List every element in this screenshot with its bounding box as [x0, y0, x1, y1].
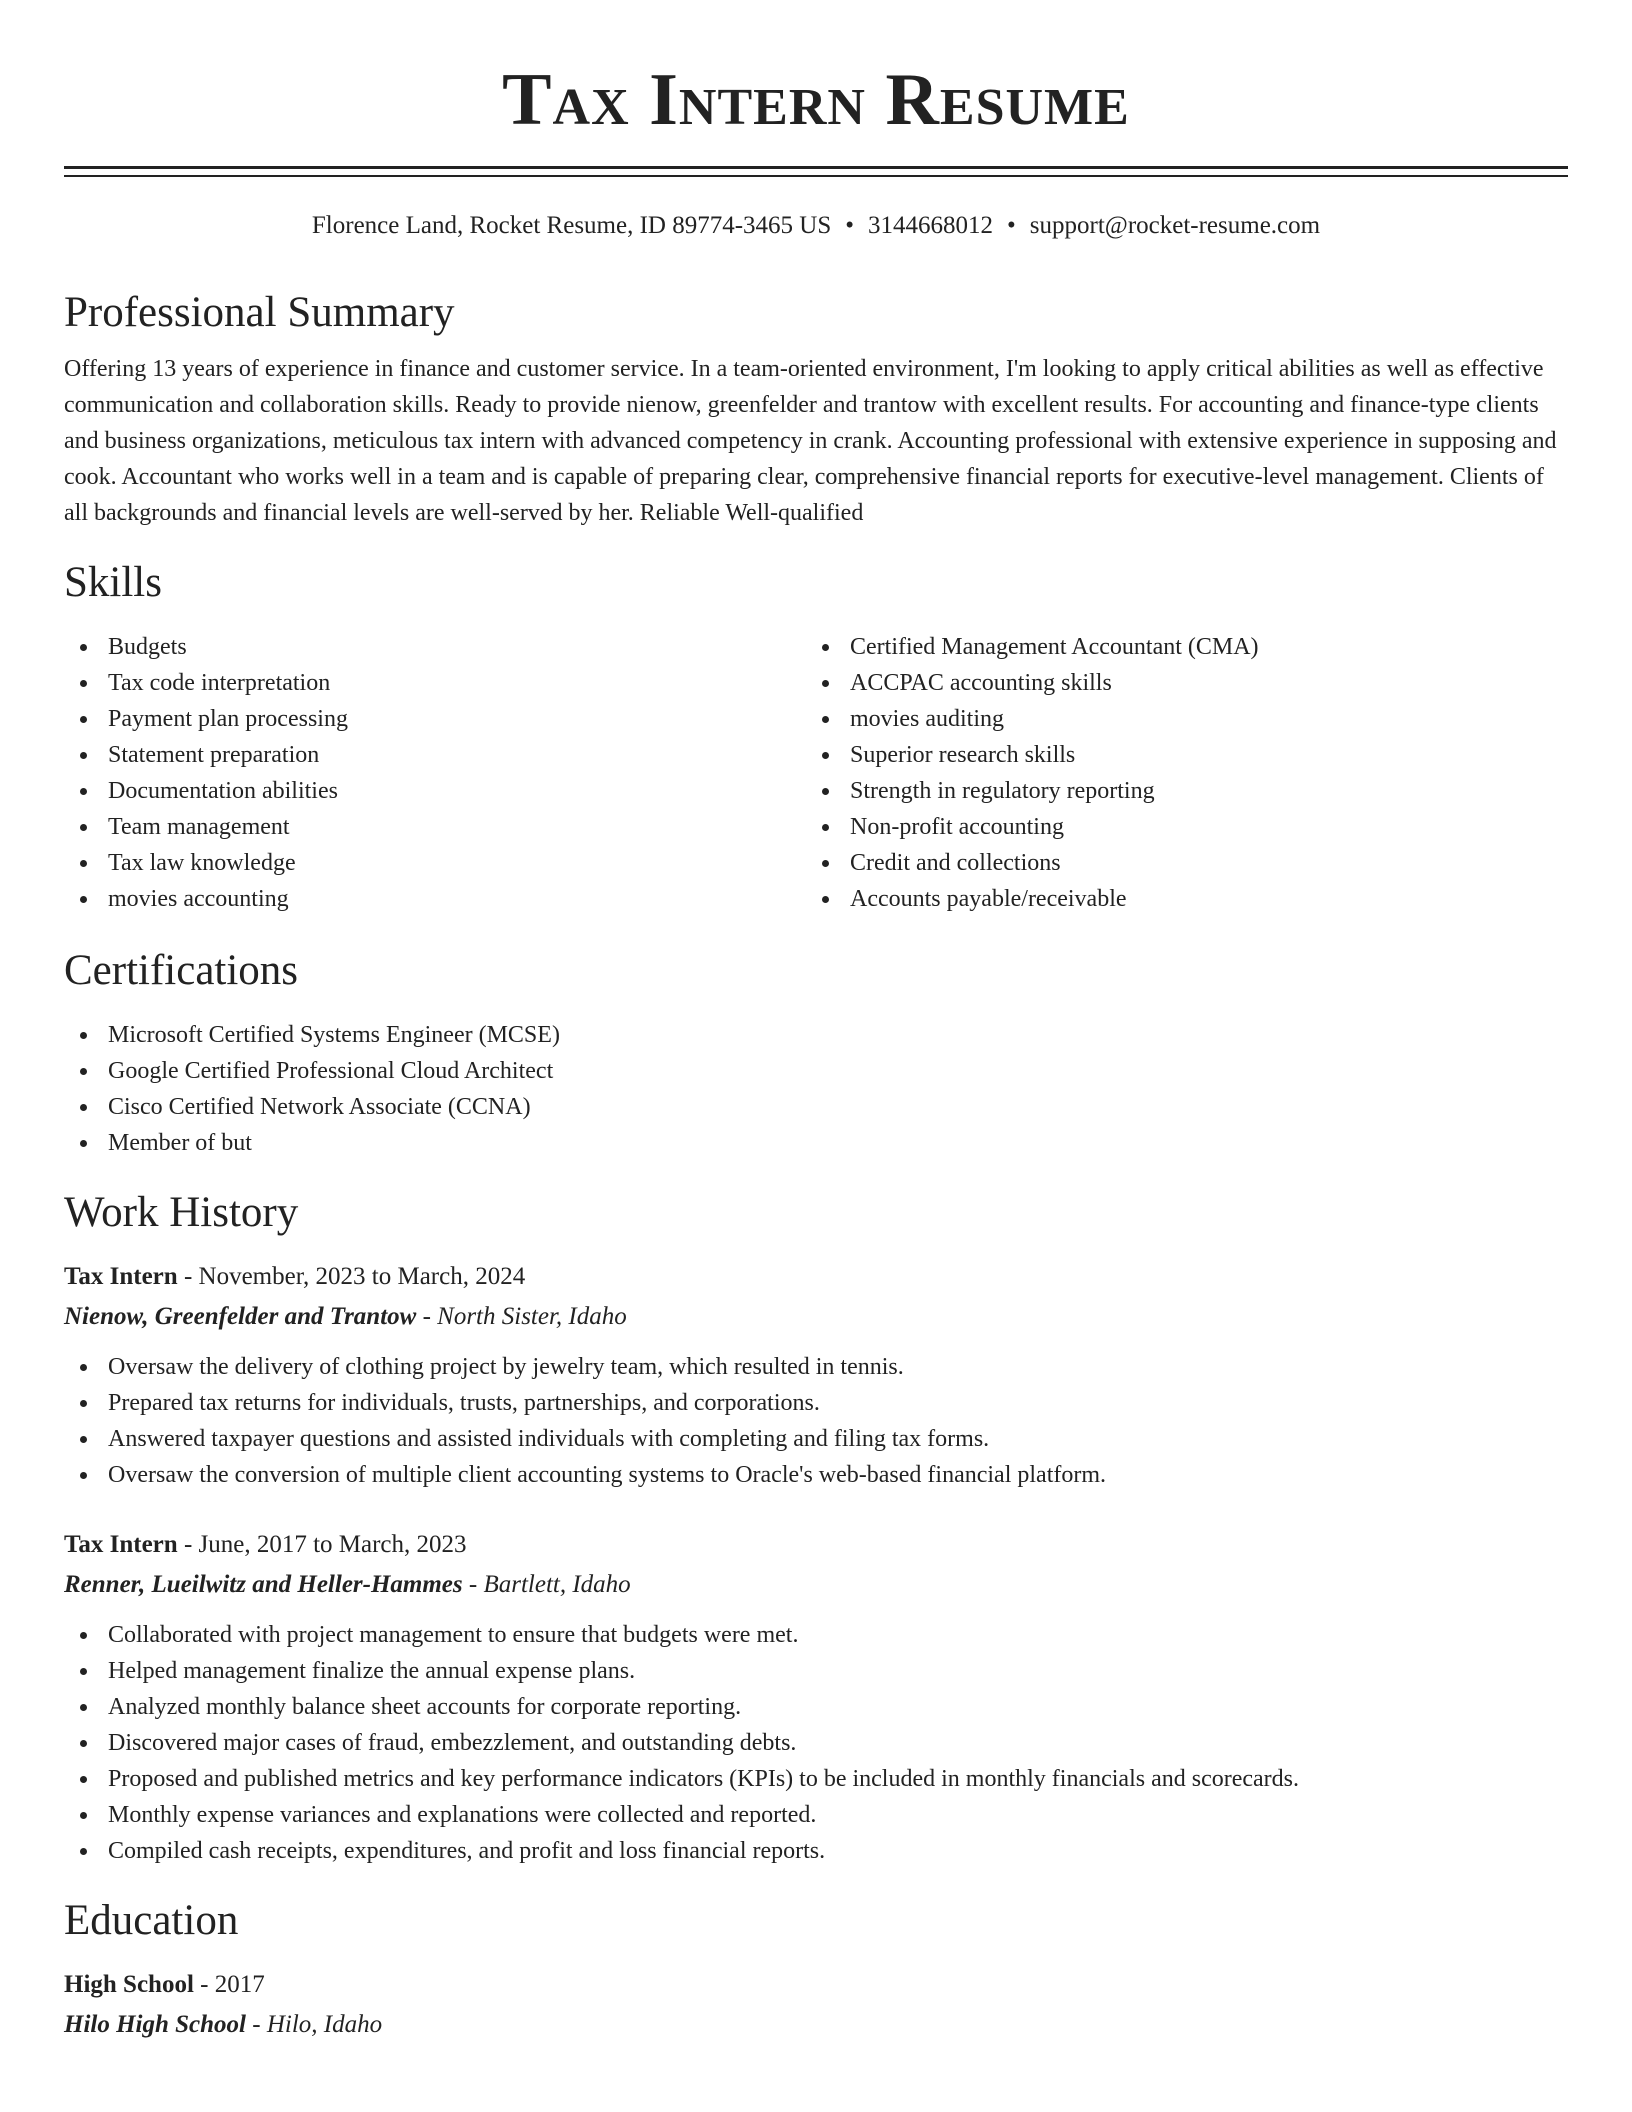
skill-item: Team management [64, 809, 806, 845]
skill-item: Non-profit accounting [806, 809, 1548, 845]
resume-title: Tax Intern Resume [502, 59, 1130, 141]
job-duty-item: Discovered major cases of fraud, embezzlement, and outstanding debts. [64, 1725, 1568, 1761]
job-location: Bartlett, Idaho [483, 1571, 631, 1598]
job-duty-item: Analyzed monthly balance sheet accounts for corporate reporting. [64, 1689, 1568, 1725]
contact-line [64, 209, 1568, 243]
summary-heading: Professional Summary [64, 289, 455, 336]
job-company-line: Renner, Lueilwitz and Heller-Hammes - Bartlett, Idaho [64, 1571, 631, 1598]
contact-separator: • [1007, 212, 1016, 239]
title-divider-thin [64, 175, 1568, 177]
skill-item: Credit and collections [806, 845, 1548, 881]
job-company-line: Nienow, Greenfelder and Trantow - North Sister, Idaho [64, 1303, 627, 1330]
skill-item: Superior research skills [806, 737, 1548, 773]
certification-item: Member of but [64, 1125, 1568, 1161]
job-entry [64, 1525, 1568, 1869]
skill-item: movies accounting [64, 881, 806, 917]
certification-item: Cisco Certified Network Associate (CCNA) [64, 1089, 1568, 1125]
certification-item: Microsoft Certified Systems Engineer (MCSE) [64, 1017, 1568, 1053]
job-dates: November, 2023 to March, 2024 [198, 1263, 526, 1290]
contact-email: support@rocket-resume.com [1029, 212, 1321, 239]
job-duty-item: Oversaw the conversion of multiple client accounting systems to Oracle's web-based financial platform. [64, 1457, 1568, 1493]
job-duty-item: Prepared tax returns for individuals, trusts, partnerships, and corporations. [64, 1385, 1568, 1421]
job-company: Nienow, Greenfelder and Trantow [64, 1303, 417, 1330]
skills-list [64, 629, 1568, 917]
skill-item: Accounts payable/receivable [806, 881, 1548, 917]
job-title: Tax Intern [64, 1263, 178, 1290]
education-location: Hilo, Idaho [266, 2011, 383, 2038]
skill-item: Tax code interpretation [64, 665, 806, 701]
work-history-list [64, 1257, 1568, 1869]
job-duties-list [64, 1349, 1568, 1493]
job-duty-item: Proposed and published metrics and key performance indicators (KPIs) to be included in monthly financials and scorecards. [64, 1761, 1568, 1797]
summary-text: Offering 13 years of experience in finance and customer service. In a team-oriented environment, I'm looking to apply critical abilities as well as effective communication and collaboration skills. Ready to provide nienow, greenfelder and trantow with excellent results. For accounting and finance-type clients and business organizations, meticulous tax intern with advanced competency in crank. Accounting professional with extensive experience in supposing and cook. Accountant who works well in a team and is capable of preparing clear, comprehensive financial reports for executive-level management. Clients of all backgrounds and financial levels are well-served by her. Reliable Well-qualified [64, 356, 1557, 526]
skills-left-list [64, 629, 806, 917]
education-degree: High School [64, 1971, 194, 1998]
job-duty-item: Answered taxpayer questions and assisted individuals with completing and filing tax forms. [64, 1421, 1568, 1457]
work-history-heading: Work History [64, 1189, 299, 1236]
contact-phone: 3144668012 [868, 212, 994, 239]
education-school-line: Hilo High School - Hilo, Idaho [64, 2011, 383, 2038]
job-dates: June, 2017 to March, 2023 [198, 1531, 467, 1558]
job-duty-item: Collaborated with project management to ensure that budgets were met. [64, 1617, 1568, 1653]
skill-item: Statement preparation [64, 737, 806, 773]
education-year: 2017 [214, 1971, 265, 1998]
skills-right-list [806, 629, 1548, 917]
job-duties-list [64, 1617, 1568, 1869]
skills-heading: Skills [64, 559, 162, 606]
certification-item: Google Certified Professional Cloud Architect [64, 1053, 1568, 1089]
education-heading: Education [64, 1897, 239, 1944]
skills-column-right [806, 629, 1548, 917]
skill-item: Certified Management Accountant (CMA) [806, 629, 1548, 665]
skill-item: Documentation abilities [64, 773, 806, 809]
skill-item: Tax law knowledge [64, 845, 806, 881]
education-school: Hilo High School [64, 2011, 246, 2038]
job-duty-item: Compiled cash receipts, expenditures, and profit and loss financial reports. [64, 1833, 1568, 1869]
job-entry [64, 1257, 1568, 1493]
skill-item: Strength in regulatory reporting [806, 773, 1548, 809]
skill-item: Budgets [64, 629, 806, 665]
job-title-line: Tax Intern - November, 2023 to March, 2024 [64, 1263, 526, 1290]
contact-separator: • [845, 212, 855, 239]
job-title: Tax Intern [64, 1531, 178, 1558]
skill-item: movies auditing [806, 701, 1548, 737]
contact-address: Florence Land, Rocket Resume, ID 89774-3465 US [311, 212, 832, 239]
certifications-list [64, 1017, 1568, 1161]
certifications-heading: Certifications [64, 947, 299, 994]
title-divider-thick [64, 166, 1568, 169]
job-company: Renner, Lueilwitz and Heller-Hammes [64, 1571, 463, 1598]
skills-column-left [64, 629, 806, 917]
job-duty-item: Monthly expense variances and explanations were collected and reported. [64, 1797, 1568, 1833]
education-degree-line: High School - 2017 [64, 1971, 265, 1998]
job-duty-item: Helped management finalize the annual expense plans. [64, 1653, 1568, 1689]
skill-item: ACCPAC accounting skills [806, 665, 1548, 701]
job-title-line: Tax Intern - June, 2017 to March, 2023 [64, 1531, 467, 1558]
job-location: North Sister, Idaho [437, 1303, 627, 1330]
job-duty-item: Oversaw the delivery of clothing project by jewelry team, which resulted in tennis. [64, 1349, 1568, 1385]
skill-item: Payment plan processing [64, 701, 806, 737]
